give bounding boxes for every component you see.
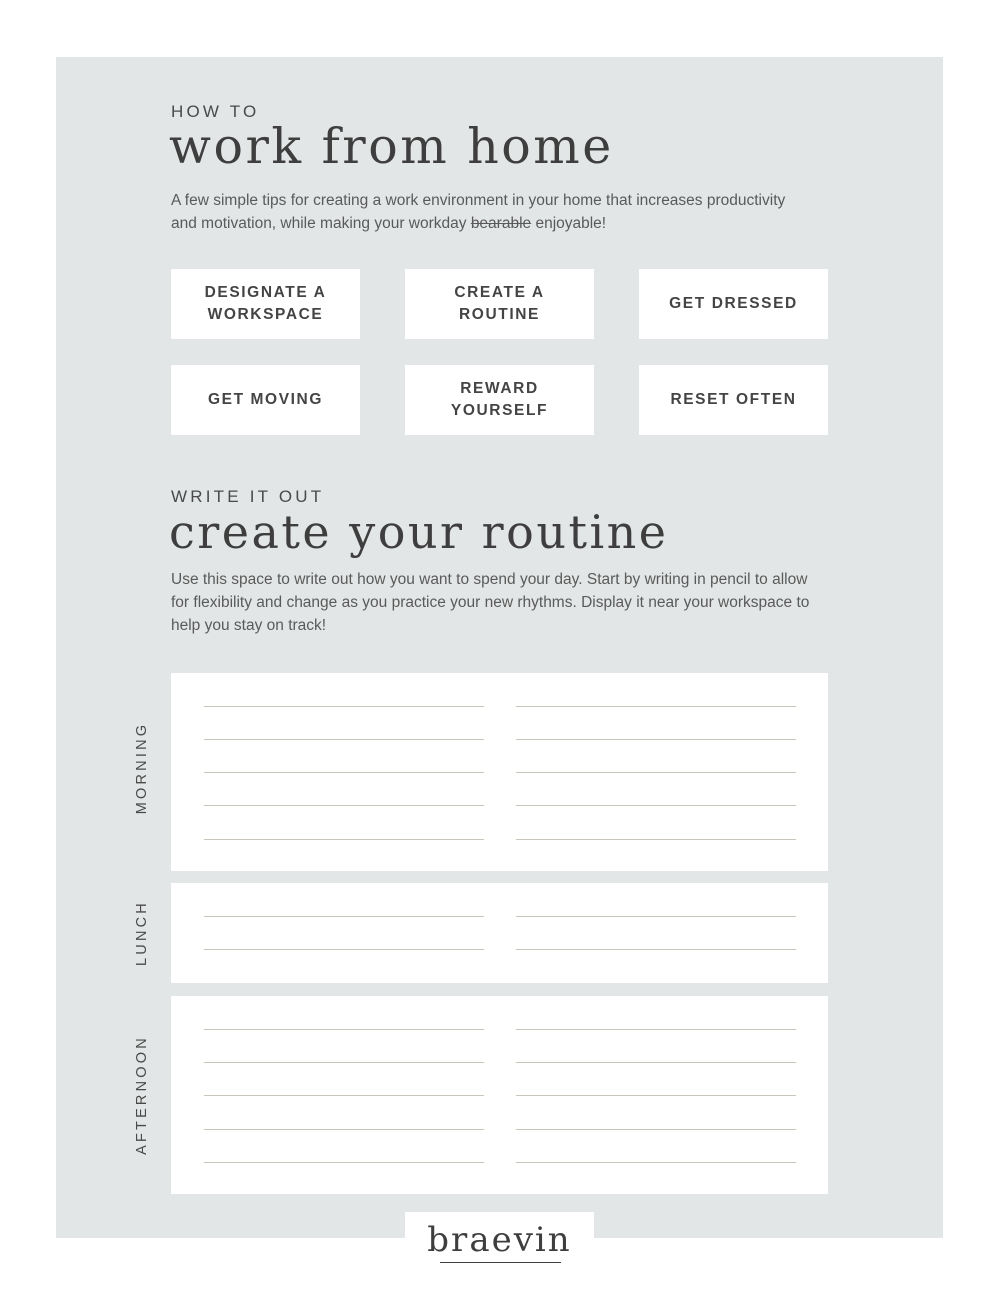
writing-line bbox=[204, 739, 484, 740]
tip-get-moving: GET MOVING bbox=[171, 365, 360, 435]
writing-line bbox=[204, 1095, 484, 1096]
morning-label: MORNING bbox=[134, 721, 150, 815]
writing-line bbox=[516, 1029, 796, 1030]
writing-line bbox=[204, 805, 484, 806]
tip-designate-workspace: DESIGNATE A WORKSPACE bbox=[171, 269, 360, 339]
intro-paragraph bbox=[171, 189, 811, 235]
writing-line bbox=[204, 916, 484, 917]
writing-line bbox=[516, 772, 796, 773]
writing-line bbox=[204, 1129, 484, 1130]
brand-underline bbox=[440, 1262, 561, 1263]
writing-line bbox=[516, 706, 796, 707]
afternoon-label: AFTERNOON bbox=[134, 1035, 150, 1155]
writing-line bbox=[516, 1095, 796, 1096]
intro-struck-word: bearable bbox=[470, 215, 532, 232]
writing-line bbox=[516, 916, 796, 917]
routine-description: Use this space to write out how you want to spend your day. Start by writing in pencil to allow for flexibility and change as you practice your new rhythms. Display it near your workspace to help you stay on track! bbox=[171, 571, 810, 634]
writing-line bbox=[516, 1129, 796, 1130]
tip-get-dressed: GET DRESSED bbox=[639, 269, 828, 339]
page-title: work from home bbox=[169, 118, 614, 175]
tip-reward-yourself: REWARD YOURSELF bbox=[405, 365, 594, 435]
lunch-writing-area[interactable] bbox=[171, 883, 828, 983]
routine-eyebrow: WRITE IT OUT bbox=[171, 487, 325, 506]
intro-eyebrow: HOW TO bbox=[171, 102, 260, 121]
writing-line bbox=[204, 706, 484, 707]
morning-writing-area[interactable] bbox=[171, 673, 828, 871]
brand-logo: braevin bbox=[427, 1220, 572, 1260]
writing-line bbox=[204, 1162, 484, 1163]
lunch-label: LUNCH bbox=[134, 900, 150, 966]
writing-line bbox=[516, 739, 796, 740]
intro-text-start: A few simple tips for creating a work environment in your home that increases productivity and motivation, while making your workday bbox=[171, 192, 786, 232]
writing-line bbox=[516, 1062, 796, 1063]
intro-text-end: enjoyable! bbox=[531, 215, 607, 232]
routine-title: create your routine bbox=[169, 505, 669, 559]
writing-line bbox=[516, 839, 796, 840]
writing-line bbox=[516, 1162, 796, 1163]
writing-line bbox=[204, 949, 484, 950]
tip-reset-often: RESET OFTEN bbox=[639, 365, 828, 435]
writing-line bbox=[204, 839, 484, 840]
writing-line bbox=[516, 805, 796, 806]
tip-create-routine: CREATE A ROUTINE bbox=[405, 269, 594, 339]
writing-line bbox=[204, 772, 484, 773]
writing-line bbox=[204, 1029, 484, 1030]
brand-footer bbox=[405, 1212, 594, 1272]
writing-line bbox=[204, 1062, 484, 1063]
afternoon-writing-area[interactable] bbox=[171, 996, 828, 1194]
writing-line bbox=[516, 949, 796, 950]
